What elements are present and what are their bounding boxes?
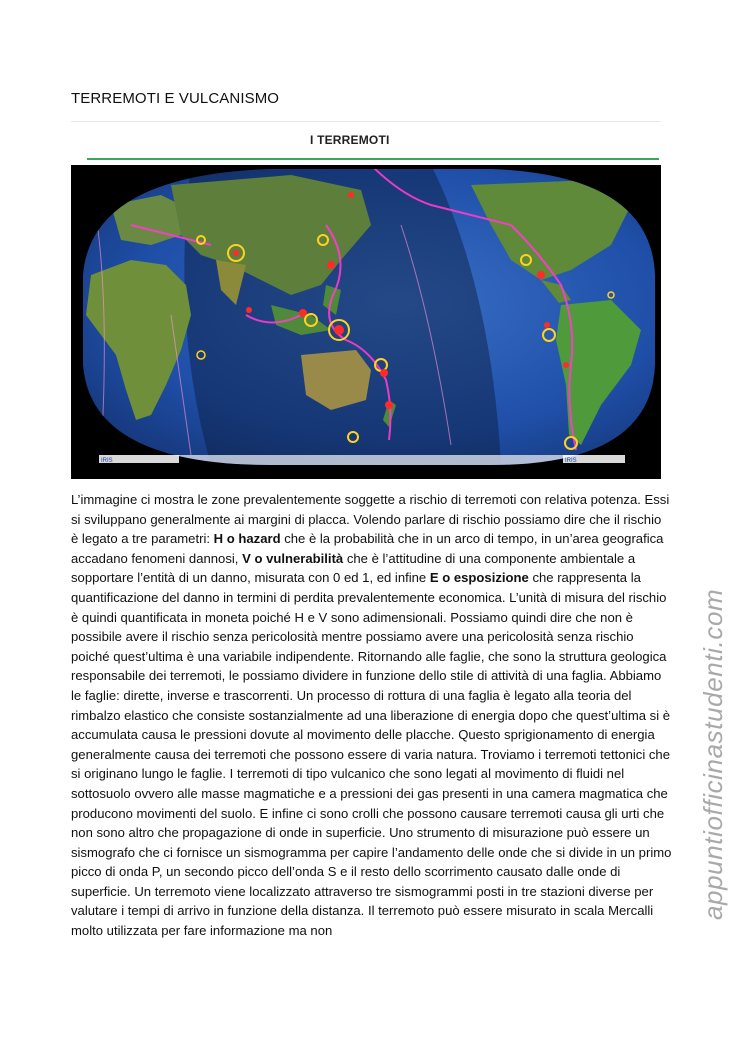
map-label-right: IRIS [565, 458, 577, 464]
map-graphic [71, 165, 661, 479]
earthquake-world-map [71, 165, 661, 479]
figure-caption: I TERREMOTI [310, 133, 390, 147]
map-label-left: IRIS [101, 458, 113, 464]
hazard-term: H o hazard [213, 531, 281, 547]
watermark-text: appuntiofficinastudenti.com [698, 588, 728, 920]
exposure-term: E o esposizione [429, 570, 529, 586]
paragraph-text-3: che è l’attitudine di una componente ambientale a sopportare l’entità di un danno, misurata con 0 ed 1, ed infine [71, 550, 636, 586]
body-paragraph [71, 490, 672, 941]
figure-divider [87, 158, 659, 160]
paragraph-text-2: che è la probabilità che in un arco di tempo, in un’area geografica accadano fenomeni dannosi, [71, 531, 664, 566]
vulnerability-term: V o vulnerabilità [242, 550, 344, 566]
document-title: TERREMOTI E VULCANISMO [71, 90, 280, 107]
paragraph-text-1: L’immagine ci mostra le zone prevalentemente soggette a rischio di terremoti con relativa potenza. Essi si sviluppano generalmente ai margini di placca. Volendo parlare di rischio possiamo dire che il rischio è legato a tre parametri: [71, 492, 670, 547]
title-divider [71, 121, 661, 122]
paragraph-text-4: che rappresenta la quantificazione del danno in termini di perdita prevalentemente economica. L’unità di misura del rischio è quindi quantificata in moneta poiché H e V sono adimensionali. Possiamo quindi dire che non è possibile avere il rischio senza pericolosità mentre possiamo avere una pericolosità senza rischio poiché quest’ultima è una variabile indipendente. Ritornando alle faglie, che sono la struttura geologica responsabile dei terremoti, le possiamo dividere in funzione dello stile di attività di una faglia. Abbiamo le faglie: dirette, inverse e trascorrenti. Un processo di rottura di una faglia è legato alla teoria del rimbalzo elastico che consiste sostanzialmente ad una liberazione di energia dopo che quest’ultima si è accumulata causa le pressioni dovute al movimento delle placche. Questo sprigionamento di energia generalmente causa dei terremoti che possono essere di varia natura. Troviamo i terremoti tettonici che si originano lungo le faglie. I terremoti di tipo vulcanico che sono legati al movimento di fluidi nel sottosuolo ovvero alle masse magmatiche e a pressioni dei gas presenti in una camera magmatica che producono movimenti del suolo. E infine ci sono crolli che possono causare terremoti causa gli urti che non sono altro che propagazione di onde in superficie. Uno strumento di misurazione può essere un sismografo che ci fornisce un sismogramma per capire l’andamento delle onde che si divide in un primo picco di onda P, un secondo picco dell’onda S e il resto dello scorrimento causato dalle onde di superficie. Un terremoto viene localizzato attraverso tre sismogrammi posti in tre stazioni diverse per valutare i tempi di arrivo in funzione della distanza. Il terremoto può essere misurato in scala Mercalli molto utilizzata per fare informazione ma non [71, 570, 672, 939]
